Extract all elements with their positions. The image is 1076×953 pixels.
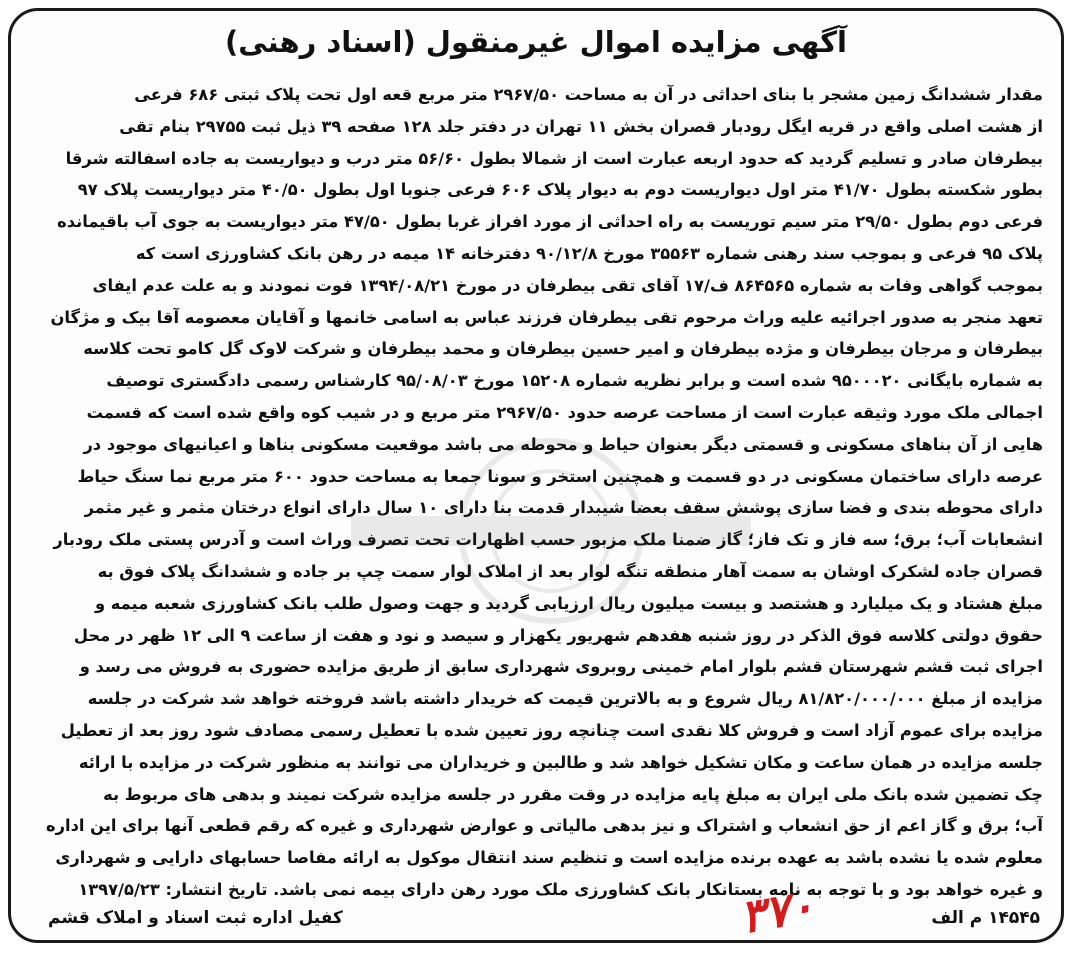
notice-line: فرعی دوم بطول ۲۹/۵۰ متر سیم توریست به راه احداثی از مورد افراز غربا بطول ۴۷/۵۰ متر دیواریست به جوی آب باقیمانده xyxy=(57,212,1043,232)
notice-line: دارای محوطه بندی و فضا سازی پوشش سقف بعضا شیبدار قدمت بنا دارای ۱۰ سال دارای انواع درختان مثمر و غیر مثمر xyxy=(84,498,1043,518)
notice-body xyxy=(33,79,1043,906)
notice-title: آگهی مزایده اموال غیرمنقول (اسناد رهنی) xyxy=(225,25,847,59)
notice-line: و غیره خواهد بود و با توجه به نامه بستانکار بانک کشاورزی ملک مورد رهن دارای بیمه نمی باشد. تاریخ انتشار: ۱۳۹۷/۵/۲۳ xyxy=(78,879,1043,899)
notice-line: عرصه دارای ساختمان مسکونی در دو قسمت و همچنین استخر و سونا جمعا به مساحت حدود ۶۰۰ متر مربع نما سنگ حیاط xyxy=(77,466,1043,486)
notice-line: چک تضمین شده بانک ملی ایران به مبلغ پایه مزایده در وقت مقرر در جلسه مزایده شرکت نمیند و بدهی های مربوط به xyxy=(103,784,1043,804)
notice-line: تعهد منجر به صدور اجرائیه علیه وراث مرحوم تقی بیطرفان فرزند عباس به اسامی خانمها و آقایان معصومه آقا بیک و مژگان xyxy=(50,307,1043,327)
notice-line: پلاک ۹۵ فرعی و بموجب سند رهنی شماره ۳۵۵۶۳ مورخ ۹۰/۱۲/۸ دفترخانه ۱۴ میمه در رهن بانک کشاورزی است که xyxy=(135,243,1043,263)
notice-line: اجمالی ملک مورد وثیقه عبارت است از مساحت عرصه حدود ۲۹۶۷/۵۰ متر مربع و در شیب کوه واقع شده است که قسمت xyxy=(86,402,1043,422)
notice-line: بیطرفان صادر و تسلیم گردید که حدود اربعه عبارت است از شمالا بطول ۵۶/۶۰ متر درب و دیواریست به جاده اسفالته شرقا xyxy=(65,148,1043,168)
notice-line: بموجب گواهی وفات به شماره ۸۶۴۵۶۵ ف/۱۷ آقای تقی بیطرفان در مورخ ۱۳۹۴/۰۸/۲۱ فوت نمودند و به علت عدم ایفای xyxy=(92,275,1043,295)
notice-frame xyxy=(8,8,1064,943)
notice-line: از هشت اصلی واقع در قریه ایگل رودبار قصران بخش ۱۱ تهران در دفتر جلد ۱۲۸ صفحه ۳۹ ذیل ثبت ۲۹۷۵۵ بنام تقی xyxy=(119,116,1043,136)
notice-line: مبلغ هشتاد و یک میلیارد و هشتصد و بیست میلیون ریال ارزیابی گردید و جهت وصول طلب بانک کشاورزی شعبه میمه و xyxy=(94,593,1043,613)
notice-line: بیطرفان و مرجان بیطرفان و مژده بیطرفان و امیر حسین بیطرفان و محمد بیطرفان و شرکت لاوک گل کامو تحت کلاسه xyxy=(83,339,1043,359)
notice-line: انشعابات آب؛ برق؛ سه فاز و تک فاز؛ گاز ضمنا ملک مزبور حسب اظهارات تحت تصرف وراث است و آدرس پستی ملک رودبار xyxy=(53,530,1043,550)
notice-line: جلسه مزایده در همان ساعت و مکان تشکیل خواهد شد و طالبین و خریداران می توانند به منظور شرکت در مزایده با ارائه xyxy=(78,752,1043,772)
notice-reference-number: ۱۴۵۴۵ م الف xyxy=(931,908,1040,928)
notice-line: آب؛ برق و گاز اعم از حق انشعاب و اشتراک و نیز بدهی مالیاتی و عوارض شهرداری و غیره که رقم قطعی آنها برای این اداره xyxy=(46,816,1043,836)
notice-line: مزایده از مبلغ ۸۱/۸۲۰/۰۰۰/۰۰۰ ریال شروع و به بالاترین قیمت که خریدار داشته باشد فروخته خواهد شد شرکت در جلسه xyxy=(87,689,1043,709)
notice-line: اجرای ثبت قشم شهرستان قشم بلوار امام خمینی روبروی شهرداری سابق از طریق مزایده حضوری به فروش می رسد و xyxy=(79,657,1043,677)
notice-line: مقدار ششدانگ زمین مشجر با بنای احداثی در آن به مساحت ۲۹۶۷/۵۰ متر مربع قعه اول تحت پلاک ثبتی ۶۸۶ فرعی xyxy=(134,85,1043,104)
notice-line: قصران جاده لشکرک اوشان به سمت آهار منطقه تنگه لوار بعد از املاک لوار سمت چپ بر جاده و ششدانگ پلاک فوق به xyxy=(97,561,1043,581)
notice-line: حقوق دولتی کلاسه فوق الذکر در روز شنبه هفدهم شهریور یکهزار و سیصد و نود و هفت از ساعت ۹ الی ۱۲ ظهر در محل xyxy=(73,625,1043,645)
notice-line: بطور شکسته بطول ۴۱/۷۰ متر اول دیواریست دوم به دیوار پلاک ۶۰۶ فرعی جنوبا اول بطول ۴۰/۵۰ متر دیواریست پلاک ۹۷ xyxy=(77,180,1043,200)
notice-line: معلوم شده یا نشده باشد به عهده برنده مزایده است و تنظیم سند انتقال موکول به ارائه مفاصا حسابهای دارایی و شهرداری xyxy=(55,848,1043,868)
notice-line: هایی از آن بناهای مسکونی و قسمتی دیگر بعنوان حیاط و محوطه می باشد موقعیت مسکونی بناها و اعیانیهای موجود در xyxy=(83,434,1043,454)
notice-line: به شماره بایگانی ۹۵۰۰۰۲۰ شده است و برابر نظریه شماره ۱۵۲۰۸ مورخ ۹۵/۰۸/۰۳ کارشناس رسمی دادگستری توصیف xyxy=(106,371,1043,391)
notice-line: مزایده برای عموم آزاد است و فروش کلا نقدی است چنانچه روز تعیین شده با تعطیل رسمی مصادف شود روز بعد از تعطیل xyxy=(60,720,1043,740)
handwritten-number: ۳۷۰ xyxy=(735,877,819,945)
issuer-signature: کفیل اداره ثبت اسناد و املاک قشم xyxy=(48,908,343,928)
